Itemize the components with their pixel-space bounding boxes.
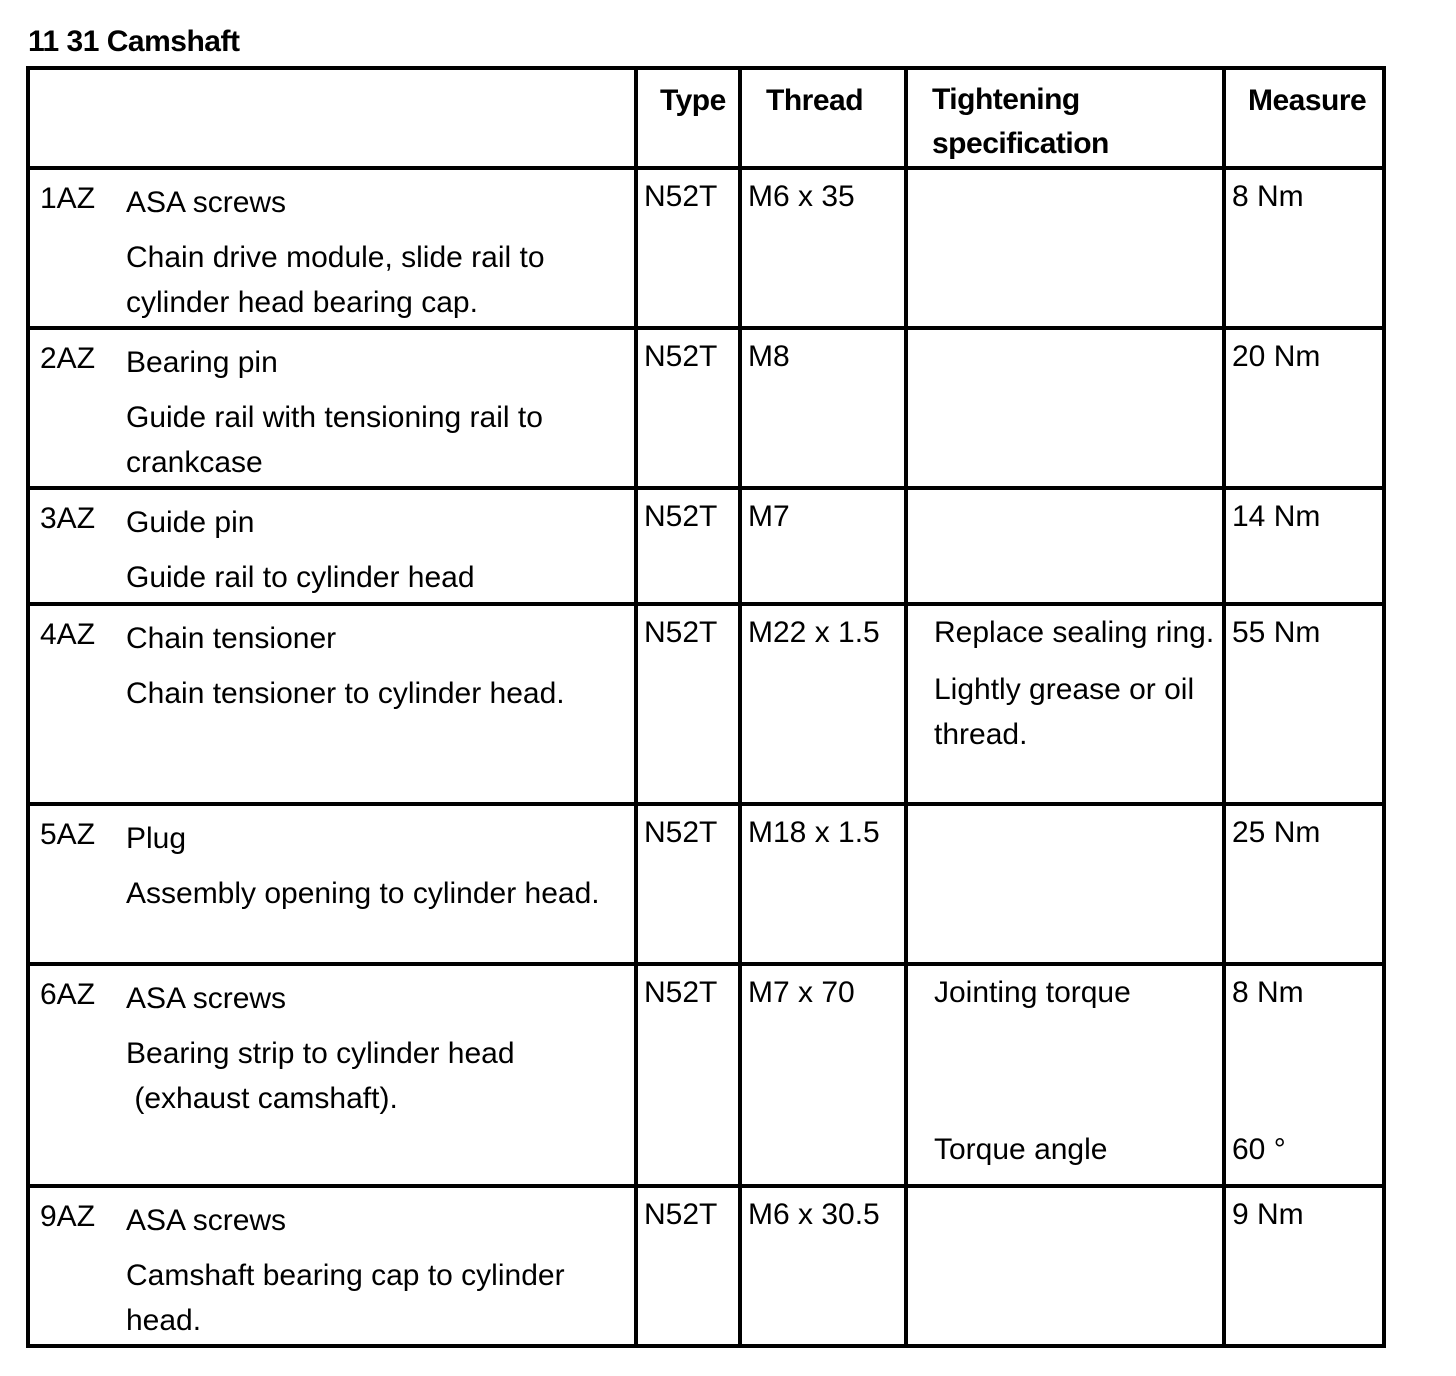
item-description-block bbox=[126, 612, 626, 716]
thread-cell: M8 bbox=[740, 328, 906, 488]
thread-cell: M6 x 30.5 bbox=[740, 1186, 906, 1346]
item-title: ASA screws bbox=[126, 1204, 287, 1237]
item-title: ASA screws bbox=[126, 982, 287, 1015]
item-description: Assembly opening to cylinder head. bbox=[126, 877, 600, 910]
item-description-block bbox=[126, 496, 626, 600]
item-title: Plug bbox=[126, 822, 187, 855]
table-row bbox=[28, 1186, 1384, 1346]
item-description: Bearing strip to cylinder head (exhaust camshaft). bbox=[126, 1037, 515, 1115]
item-cell bbox=[28, 328, 636, 488]
table-row bbox=[28, 488, 1384, 604]
item-cell bbox=[28, 168, 636, 328]
item-cell bbox=[28, 964, 636, 1186]
item-cell bbox=[28, 1186, 636, 1346]
page-title: 11 31 Camshaft bbox=[28, 25, 240, 58]
measure-cell bbox=[1224, 964, 1384, 1186]
item-cell bbox=[28, 488, 636, 604]
measure-value: 55 Nm bbox=[1232, 616, 1321, 649]
item-id: 5AZ bbox=[40, 818, 96, 851]
table-header-row bbox=[28, 68, 1384, 168]
table-row bbox=[28, 328, 1384, 488]
measure-value: 9 Nm bbox=[1232, 1198, 1304, 1231]
measure-cell bbox=[1224, 1186, 1384, 1346]
item-id: 1AZ bbox=[40, 182, 96, 215]
tightening-spec-cell bbox=[906, 804, 1224, 964]
table-row bbox=[28, 964, 1384, 1186]
tightening-spec-cell bbox=[906, 964, 1224, 1186]
header-measure: Measure bbox=[1224, 68, 1384, 168]
item-cell bbox=[28, 804, 636, 964]
item-description: Chain tensioner to cylinder head. bbox=[126, 677, 565, 710]
tightening-spec-line: Lightly grease or oil thread. bbox=[934, 673, 1195, 751]
measure-cell bbox=[1224, 328, 1384, 488]
measure-cell bbox=[1224, 168, 1384, 328]
measure-value: 20 Nm bbox=[1232, 340, 1321, 373]
measure-value: 60 ° bbox=[1232, 1133, 1286, 1166]
item-description-block bbox=[126, 812, 626, 916]
item-description-block bbox=[126, 972, 626, 1121]
item-title: ASA screws bbox=[126, 186, 287, 219]
tightening-spec-line: Torque angle bbox=[934, 1133, 1108, 1166]
item-description: Guide rail with tensioning rail to crankcase bbox=[126, 401, 552, 479]
type-cell: N52T bbox=[636, 488, 740, 604]
tightening-spec-cell bbox=[906, 604, 1224, 804]
thread-cell: M7 bbox=[740, 488, 906, 604]
item-id: 2AZ bbox=[40, 342, 96, 375]
tightening-spec-cell bbox=[906, 328, 1224, 488]
type-cell: N52T bbox=[636, 804, 740, 964]
measure-cell bbox=[1224, 604, 1384, 804]
type-cell: N52T bbox=[636, 604, 740, 804]
item-cell bbox=[28, 604, 636, 804]
thread-cell: M6 x 35 bbox=[740, 168, 906, 328]
item-description: Camshaft bearing cap to cylinder head. bbox=[126, 1259, 573, 1337]
header-tightening-specification: Tightening specification bbox=[906, 68, 1224, 168]
measure-value: 25 Nm bbox=[1232, 816, 1321, 849]
item-id: 6AZ bbox=[40, 978, 96, 1011]
measure-value: 8 Nm bbox=[1232, 180, 1304, 213]
item-id: 3AZ bbox=[40, 502, 96, 535]
torque-spec-table bbox=[26, 66, 1386, 1348]
item-title: Chain tensioner bbox=[126, 622, 337, 655]
type-cell: N52T bbox=[636, 964, 740, 1186]
measure-cell bbox=[1224, 804, 1384, 964]
item-title: Bearing pin bbox=[126, 346, 278, 379]
table-row bbox=[28, 168, 1384, 328]
header-blank-cell bbox=[28, 68, 636, 168]
item-id: 9AZ bbox=[40, 1200, 96, 1233]
item-title: Guide pin bbox=[126, 506, 255, 539]
item-description: Guide rail to cylinder head bbox=[126, 561, 475, 594]
measure-value: 14 Nm bbox=[1232, 500, 1321, 533]
measure-cell bbox=[1224, 488, 1384, 604]
item-description-block bbox=[126, 1194, 626, 1343]
item-description-block bbox=[126, 336, 626, 485]
thread-cell: M18 x 1.5 bbox=[740, 804, 906, 964]
item-description: Chain drive module, slide rail to cylinder head bearing cap. bbox=[126, 241, 553, 319]
thread-cell: M22 x 1.5 bbox=[740, 604, 906, 804]
table-row bbox=[28, 804, 1384, 964]
type-cell: N52T bbox=[636, 168, 740, 328]
tightening-spec-cell bbox=[906, 1186, 1224, 1346]
table-row bbox=[28, 604, 1384, 804]
thread-cell: M7 x 70 bbox=[740, 964, 906, 1186]
header-thread: Thread bbox=[740, 68, 906, 168]
measure-value: 8 Nm bbox=[1232, 976, 1304, 1009]
tightening-spec-cell bbox=[906, 488, 1224, 604]
tightening-spec-line: Jointing torque bbox=[934, 976, 1131, 1009]
type-cell: N52T bbox=[636, 328, 740, 488]
type-cell: N52T bbox=[636, 1186, 740, 1346]
header-type: Type bbox=[636, 68, 740, 168]
tightening-spec-cell bbox=[906, 168, 1224, 328]
item-description-block bbox=[126, 176, 626, 325]
tightening-spec-line: Replace sealing ring. bbox=[934, 616, 1215, 649]
item-id: 4AZ bbox=[40, 618, 96, 651]
